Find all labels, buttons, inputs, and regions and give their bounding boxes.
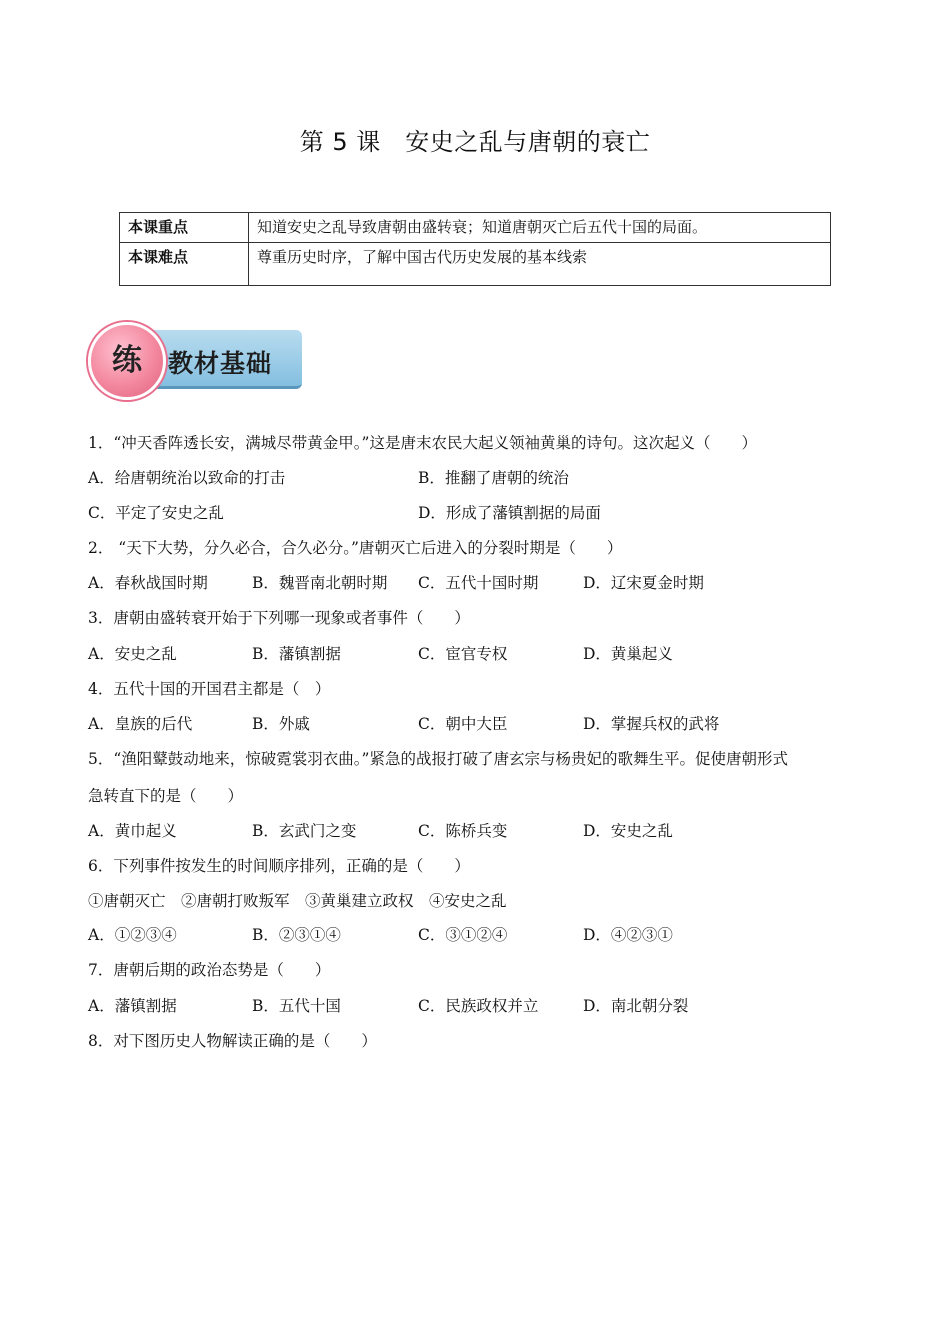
question-4-stem: 4．五代十国的开国君主都是（ ）: [88, 680, 331, 698]
question-5-option-c: C．陈桥兵变: [418, 822, 508, 840]
question-6-events: ①唐朝灭亡 ②唐朝打败叛军 ③黄巢建立政权 ④安史之乱: [88, 892, 507, 910]
question-2-option-d: D．辽宋夏金时期: [583, 574, 704, 592]
question-2-stem: 2． “天下大势，分久必合，合久必分。”唐朝灭亡后进入的分裂时期是（ ）: [88, 539, 623, 557]
question-6-option-a: A．①②③④: [88, 926, 177, 944]
question-5-option-b: B．玄武门之变: [252, 822, 357, 840]
question-8-stem: 8．对下图历史人物解读正确的是（ ）: [88, 1032, 377, 1050]
question-6-stem: 6．下列事件按发生的时间顺序排列，正确的是（ ）: [88, 857, 470, 875]
question-2-option-b: B．魏晋南北朝时期: [252, 574, 388, 592]
question-5-option-a: A．黄巾起义: [88, 822, 177, 840]
question-5-option-d: D．安史之乱: [583, 822, 673, 840]
question-5-stem: 5．“渔阳鼙鼓动地来，惊破霓裳羽衣曲。”紧急的战报打破了唐玄宗与杨贵妃的歌舞生平。促使唐朝形式: [88, 750, 788, 768]
question-3-stem: 3．唐朝由盛转衰开始于下列哪一现象或者事件（ ）: [88, 609, 470, 627]
question-2-option-a: A．春秋战国时期: [88, 574, 208, 592]
question-1-option-b: B．推翻了唐朝的统治: [418, 469, 569, 487]
question-4-option-d: D．掌握兵权的武将: [583, 715, 720, 733]
question-4-option-b: B．外戚: [252, 715, 310, 733]
table-row: [120, 243, 831, 286]
question-3-option-c: C．宦官专权: [418, 645, 508, 663]
question-4-option-c: C．朝中大臣: [418, 715, 508, 733]
question-6-option-b: B．②③①④: [252, 926, 341, 944]
question-3-option-b: B．藩镇割据: [252, 645, 341, 663]
question-7-option-d: D．南北朝分裂: [583, 997, 689, 1015]
difficulty-label: 本课难点: [120, 243, 249, 286]
question-1-option-d: D．形成了藩镇割据的局面: [418, 504, 601, 522]
question-1-stem: 1．“冲天香阵透长安，满城尽带黄金甲。”这是唐末农民大起义领袖黄巢的诗句。这次起义（ ）: [88, 434, 757, 452]
focus-label: 本课重点: [120, 213, 249, 243]
question-1-option-c: C．平定了安史之乱: [88, 504, 224, 522]
question-2-option-c: C．五代十国时期: [418, 574, 539, 592]
banner-circle-badge: 练: [88, 322, 166, 400]
question-3-option-d: D．黄巢起义: [583, 645, 673, 663]
question-4-option-a: A．皇族的后代: [88, 715, 193, 733]
difficulty-content: 尊重历史时序，了解中国古代历史发展的基本线索: [249, 243, 831, 286]
question-5-stem-cont: 急转直下的是（ ）: [88, 787, 244, 805]
question-7-stem: 7．唐朝后期的政治态势是（ ）: [88, 961, 331, 979]
question-6-option-c: C．③①②④: [418, 926, 508, 944]
section-banner: [88, 322, 304, 394]
question-3-option-a: A．安史之乱: [88, 645, 177, 663]
question-6-option-d: D．④②③①: [583, 926, 673, 944]
focus-content: 知道安史之乱导致唐朝由盛转衰；知道唐朝灭亡后五代十国的局面。: [249, 213, 831, 243]
question-7-option-b: B．五代十国: [252, 997, 341, 1015]
question-1-option-a: A．给唐朝统治以致命的打击: [88, 469, 286, 487]
question-7-option-c: C．民族政权并立: [418, 997, 539, 1015]
lesson-focus-table: [119, 212, 831, 286]
banner-label: 教材基础: [168, 349, 273, 378]
table-row: [120, 213, 831, 243]
question-7-option-a: A．藩镇割据: [88, 997, 177, 1015]
page-title: 第 5 课 安史之乱与唐朝的衰亡: [299, 128, 651, 156]
